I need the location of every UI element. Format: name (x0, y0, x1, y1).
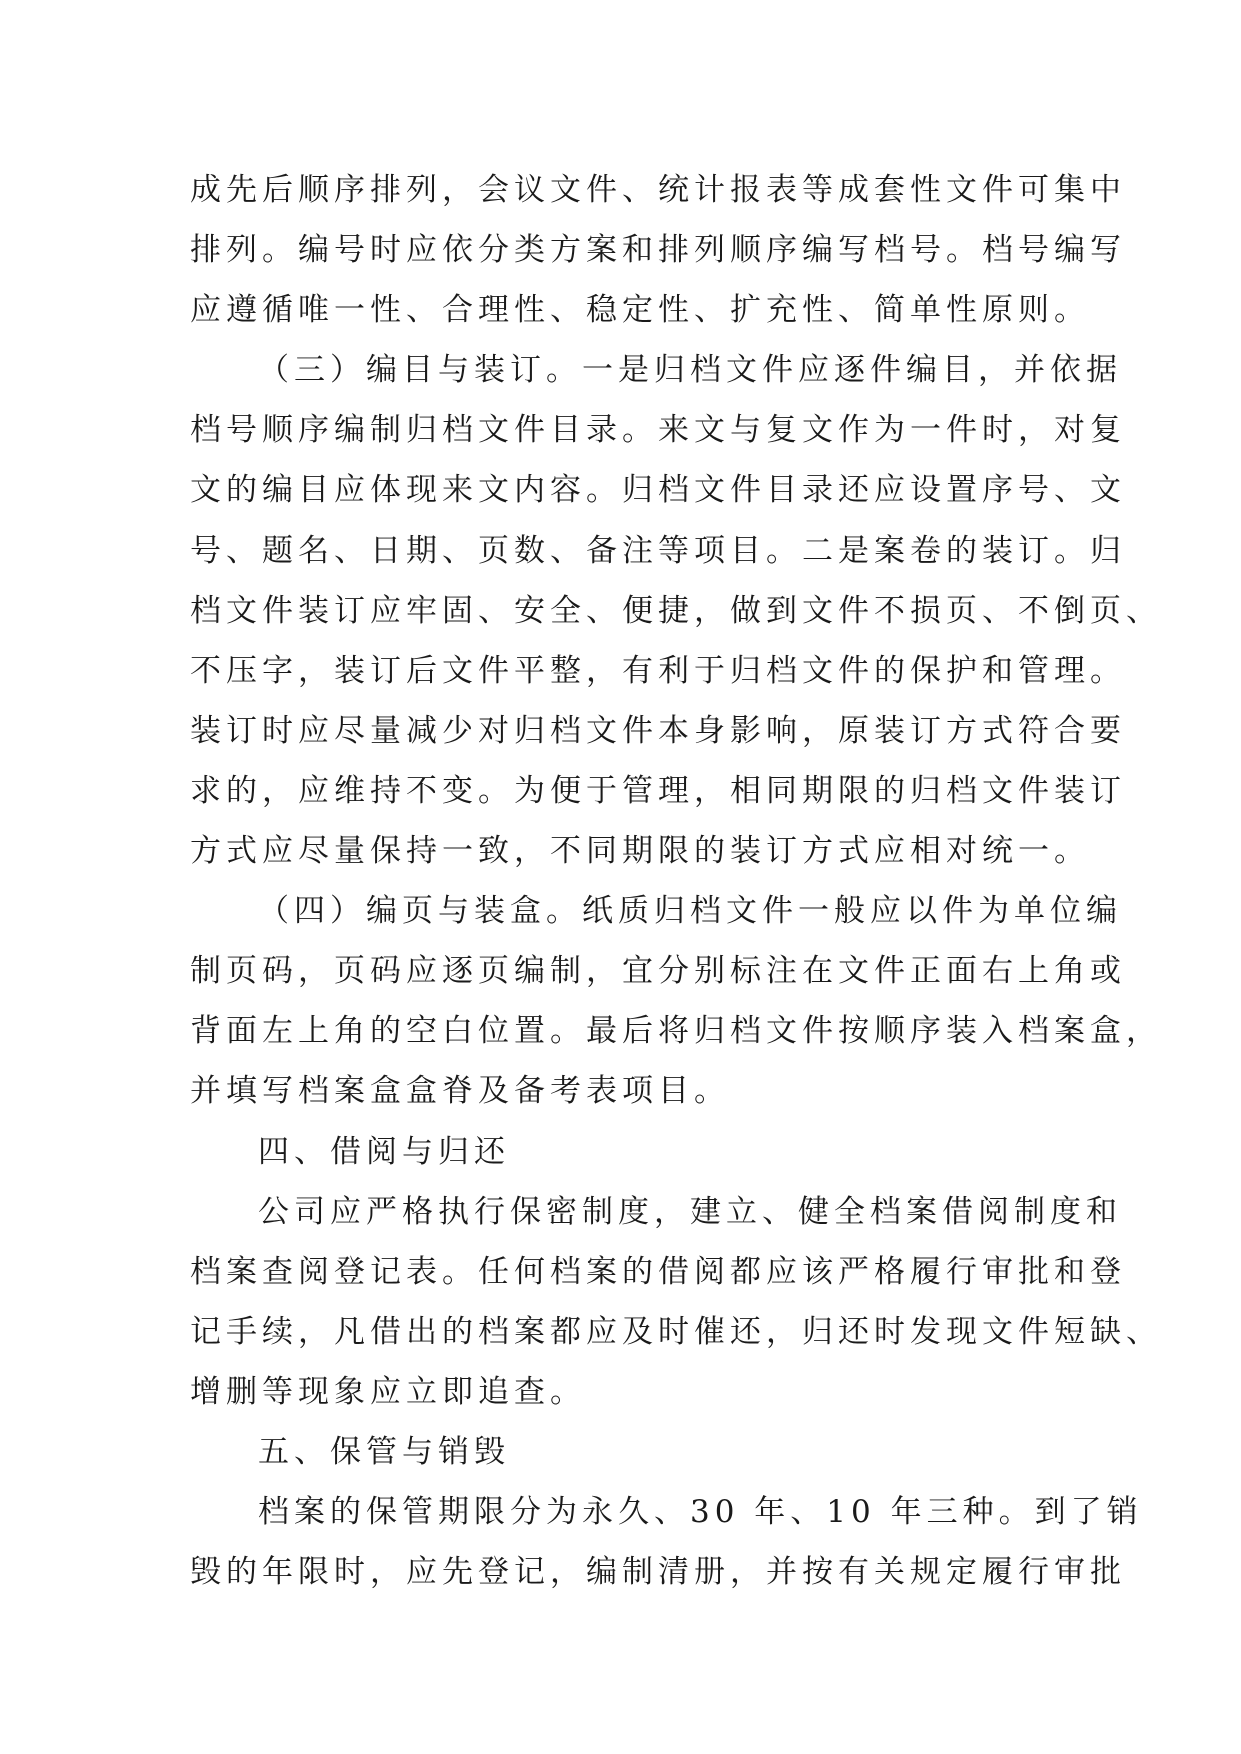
text-line: 档文件装订应牢固、安全、便捷，做到文件不损页、不倒页、 (190, 592, 1162, 629)
text-line: 成先后顺序排列，会议文件、统计报表等成套性文件可集中 (190, 172, 1126, 208)
text-line: 记手续，凡借出的档案都应及时催还，归还时发现文件短缺、 (190, 1313, 1162, 1350)
text-line: 档号顺序编制归档文件目录。来文与复文作为一件时，对复 (190, 412, 1126, 449)
text-line: 并填写档案盒盒脊及备考表项目。 (190, 1073, 730, 1110)
text-line: 求的，应维持不变。为便于管理，相同期限的归档文件装订 (190, 772, 1126, 809)
text-line: 增删等现象应立即追查。 (190, 1373, 586, 1410)
text-line: 背面左上角的空白位置。最后将归档文件按顺序装入档案盒， (190, 1013, 1162, 1050)
text-line: 档案查阅登记表。任何档案的借阅都应该严格履行审批和登 (190, 1253, 1126, 1290)
document-body (190, 160, 1162, 1602)
text-line: 不压字，装订后文件平整，有利于归档文件的保护和管理。 (190, 652, 1126, 689)
text-line: 方式应尽量保持一致，不同期限的装订方式应相对统一。 (190, 833, 1090, 870)
text-line: 公司应严格执行保密制度，建立、健全档案借阅制度和 (258, 1193, 1122, 1230)
text-line: 文的编目应体现来文内容。归档文件目录还应设置序号、文 (190, 472, 1126, 509)
section-title: 四、借阅与归还 (258, 1133, 510, 1170)
text-line: 排列。编号时应依分类方案和排列顺序编写档号。档号编写 (190, 232, 1126, 269)
text-line: 毁的年限时，应先登记，编制清册，并按有关规定履行审批 (190, 1554, 1126, 1591)
section-title: 五、保管与销毁 (258, 1433, 510, 1470)
text-line: 档案的保管期限分为永久、30 年、10 年三种。到了销 (258, 1494, 1143, 1531)
text-line: 装订时应尽量减少对归档文件本身影响，原装订方式符合要 (190, 712, 1126, 749)
section-heading-line: （四）编页与装盒。纸质归档文件一般应以件为单位编 (258, 893, 1122, 930)
text-line: 号、题名、日期、页数、备注等项目。二是案卷的装订。归 (190, 532, 1126, 569)
section-heading-line: （三）编目与装订。一是归档文件应逐件编目，并依据 (258, 352, 1122, 389)
text-line: 制页码，页码应逐页编制，宜分别标注在文件正面右上角或 (190, 953, 1126, 990)
text-line: 应遵循唯一性、合理性、稳定性、扩充性、简单性原则。 (190, 292, 1090, 329)
